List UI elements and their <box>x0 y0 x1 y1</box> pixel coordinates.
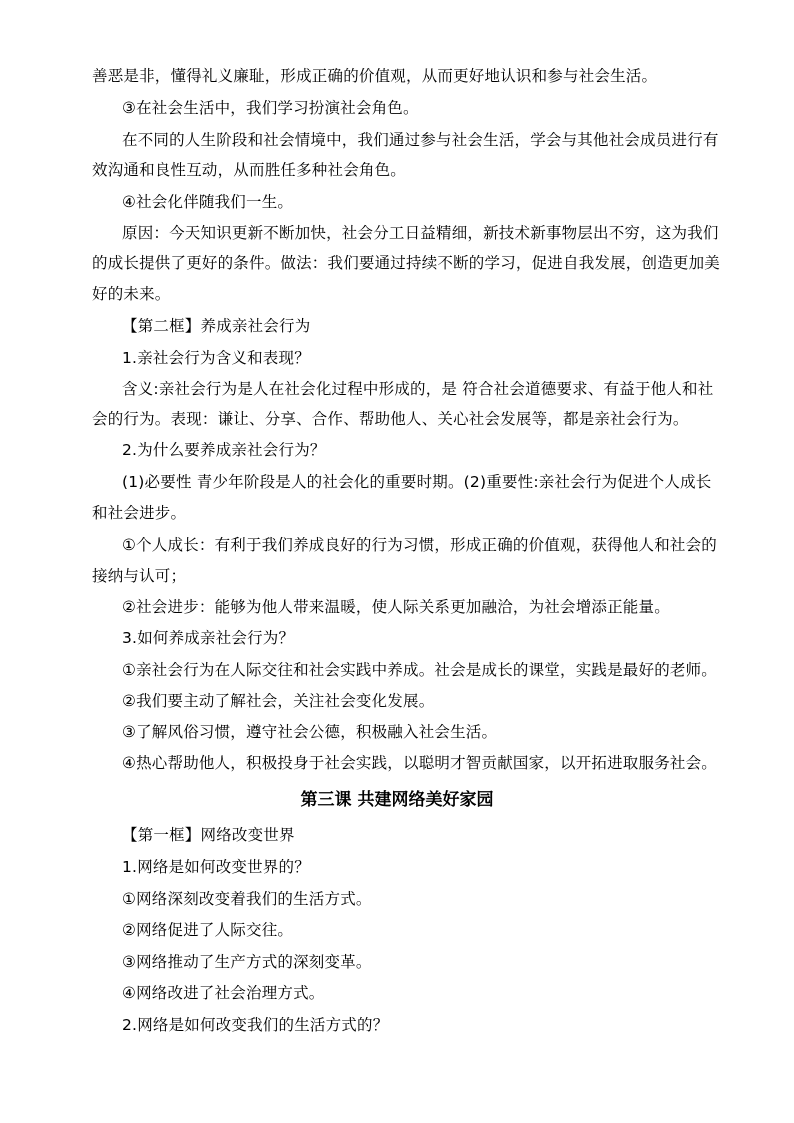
question-line: 3.如何养成亲社会行为？ <box>122 629 295 647</box>
paragraph-line: 原因：今天知识更新不断加快，社会分工日益精细，新技术新事物层出不穷，这为我们 <box>122 224 719 242</box>
paragraph-line: 会的行为。表现：谦让、分享、合作、帮助他人、关心社会发展等，都是亲社会行为。 <box>92 410 689 428</box>
paragraph-line: ④网络改进了社会治理方式。 <box>122 984 325 1002</box>
paragraph-line: ③了解风俗习惯，遵守社会公德，积极融入社会生活。 <box>122 723 498 741</box>
paragraph-line: ②网络促进了人际交往。 <box>122 921 294 939</box>
lesson-title: 第三课 共建网络美好家园 <box>300 790 494 810</box>
paragraph-line: 善恶是非，懂得礼义廉耻，形成正确的价值观，从而更好地认识和参与社会生活。 <box>92 67 658 85</box>
paragraph-line: ④热心帮助他人，积极投身于社会实践，以聪明才智贡献国家，以开拓进取服务社会。 <box>122 754 717 772</box>
paragraph-line: ④社会化伴随我们一生。 <box>122 193 294 211</box>
question-line: 1.亲社会行为含义和表现？ <box>122 349 310 367</box>
section-heading: 【第二框】养成亲社会行为 <box>122 317 311 335</box>
paragraph-line: ①亲社会行为在人际交往和社会实践中养成。社会是成长的课堂，实践是最好的老师。 <box>122 661 717 679</box>
paragraph-line: ①网络深刻改变着我们的生活方式。 <box>122 890 372 908</box>
paragraph-line: 的成长提供了更好的条件。做法：我们要通过持续不断的学习，促进自我发展，创造更加美 <box>92 254 721 272</box>
paragraph-line: 含义:亲社会行为是人在社会化过程中形成的，是 符合社会道德要求、有益于他人和社 <box>122 380 714 398</box>
question-line: 2.为什么要养成亲社会行为？ <box>122 441 326 459</box>
paragraph-line: ③网络推动了生产方式的深刻变革。 <box>122 953 372 971</box>
paragraph-line: 和社会进步。 <box>92 504 187 522</box>
paragraph-line: ③在社会生活中，我们学习扮演社会角色。 <box>122 99 419 117</box>
section-heading: 【第一框】网络改变世界 <box>122 826 295 844</box>
paragraph-line: 效沟通和良性互动，从而胜任多种社会角色。 <box>92 161 407 179</box>
paragraph-line: ②我们要主动了解社会，关注社会变化发展。 <box>122 692 435 710</box>
paragraph-line: (1)必要性 青少年阶段是人的社会化的重要时期。(2)重要性:亲社会行为促进个人成长 <box>122 473 712 491</box>
paragraph-line: 好的未来。 <box>92 285 171 303</box>
paragraph-line: ①个人成长：有利于我们养成良好的行为习惯，形成正确的价值观，获得他人和社会的 <box>122 536 717 554</box>
question-line: 2.网络是如何改变我们的生活方式的？ <box>122 1016 389 1034</box>
question-line: 1.网络是如何改变世界的？ <box>122 858 310 876</box>
paragraph-line: 在不同的人生阶段和社会情境中，我们通过参与社会生活，学会与其他社会成员进行有 <box>122 131 719 149</box>
paragraph-line: ②社会进步：能够为他人带来温暖，使人际关系更加融洽，为社会增添正能量。 <box>122 598 670 616</box>
paragraph-line: 接纳与认可； <box>92 567 187 585</box>
